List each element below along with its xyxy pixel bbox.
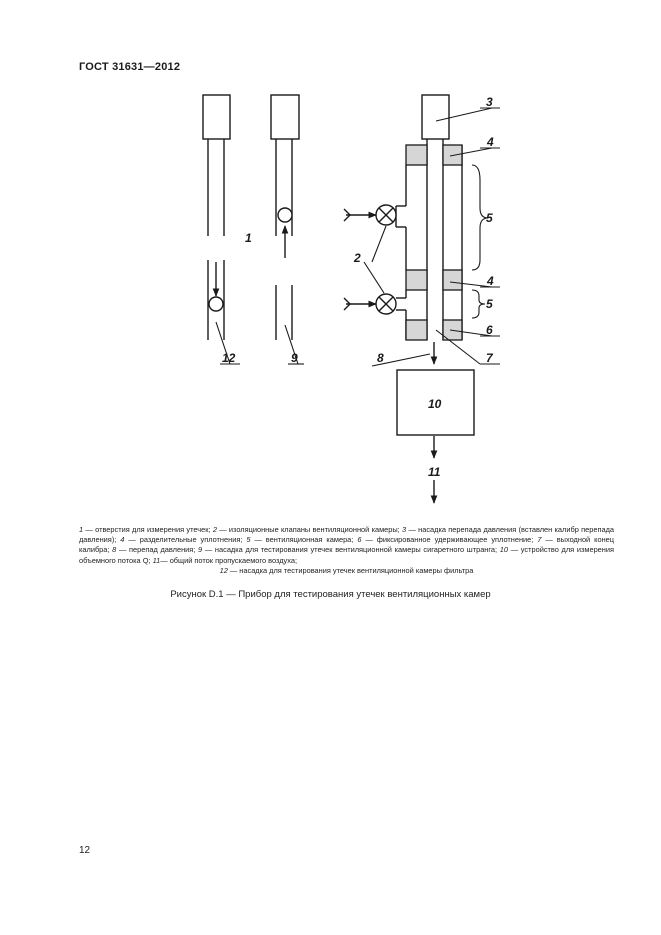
label-8: 8 [377,351,384,365]
label-4-mid: 4 [487,274,494,288]
seal-bottom-left [406,320,427,340]
label-5-top: 5 [486,211,493,225]
label-9: 9 [291,351,298,365]
label-4-top: 4 [487,135,494,149]
label-1: 1 [245,231,252,245]
legend-item-1: 1 — отверстия для измерения утечек; [79,525,213,534]
seal-top-left [406,145,427,165]
middle-top-block [271,95,299,139]
label-7: 7 [486,351,493,365]
left-ball [209,297,223,311]
label-11: 11 [428,465,441,479]
page-number: 12 [79,845,91,856]
label-6: 6 [486,323,493,337]
label-5-mid: 5 [486,297,493,311]
figure-caption: Рисунок D.1 — Прибор для тестирования утечек вентиляционных камер [170,589,491,600]
legend-item-10: 10 — устройство для измерения объемного потока Q; [79,545,614,565]
seal-mid-left [406,270,427,290]
middle-ball [278,208,292,222]
legend-item-7: 7 — выходной конец калибра; [79,535,614,555]
left-top-block [203,95,230,139]
document-header: ГОСТ 31631—2012 [79,61,181,73]
label-3: 3 [486,95,493,109]
figure-legend [79,525,614,576]
legend-item-5: 5 — вентиляционная камера; [246,535,358,545]
legend-item-3: 3 — насадка перепада давления (вставлен калибр перепада давления); [79,525,614,545]
legend-item-2: 2 — изоляционные клапаны вентиляционной камеры; [212,525,403,534]
legend-item-4: 4 — разделительные уплотнения; [120,535,247,545]
legend-item-8: 8 — перепад давления; [112,545,199,555]
legend-item-12: 12 — насадка для тестирования утечек вентиляционной камеры фильтра [219,565,474,575]
gauge-block [422,95,449,139]
seal-mid-right [443,270,462,290]
label-12: 12 [222,351,236,365]
legend-item-9: 9 — насадка для тестирования утечек вентиляционной камеры сигаретного штранга; [198,545,500,555]
label-2: 2 [354,251,361,265]
legend-item-11: 11— общий поток пропускаемого воздуха; [152,555,297,565]
label-10: 10 [428,397,442,411]
legend-item-6: 6 — фиксированное удерживающее уплотнение; [357,535,538,545]
